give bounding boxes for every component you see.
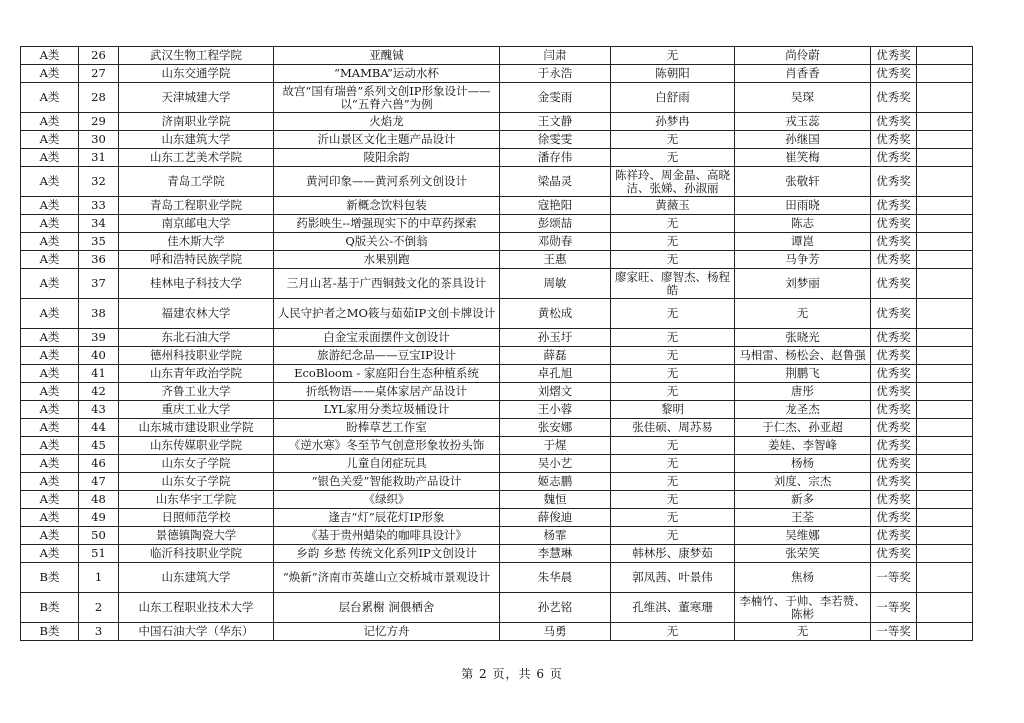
school-cell: 山东工艺美术学院	[119, 149, 274, 167]
category-cell: A类	[21, 401, 79, 419]
table-row	[21, 365, 973, 383]
school-cell: 福建农林大学	[119, 299, 274, 329]
work-title-cell: 火焰龙	[274, 113, 500, 131]
number-cell: 39	[79, 329, 119, 347]
category-cell: B类	[21, 593, 79, 623]
school-cell: 山东建筑大学	[119, 131, 274, 149]
empty-cell	[917, 113, 973, 131]
number-cell: 41	[79, 365, 119, 383]
work-title-cell: 《逆水寒》冬至节气创意形象妆扮头饰	[274, 437, 500, 455]
category-cell: A类	[21, 149, 79, 167]
empty-cell	[917, 215, 973, 233]
award-list-table	[20, 46, 973, 641]
author-cell: 寇艳阳	[500, 197, 611, 215]
team-members-cell: 张佳硕、周苏易	[611, 419, 735, 437]
table-row	[21, 545, 973, 563]
table-row	[21, 623, 973, 641]
teacher-cell: 王荃	[735, 509, 871, 527]
number-cell: 33	[79, 197, 119, 215]
author-cell: 马勇	[500, 623, 611, 641]
school-cell: 山东交通学院	[119, 65, 274, 83]
empty-cell	[917, 83, 973, 113]
table-row	[21, 131, 973, 149]
number-cell: 49	[79, 509, 119, 527]
award-cell: 优秀奖	[871, 329, 917, 347]
table-row	[21, 197, 973, 215]
award-cell: 优秀奖	[871, 491, 917, 509]
category-cell: A类	[21, 47, 79, 65]
number-cell: 43	[79, 401, 119, 419]
author-cell: 孙玉圩	[500, 329, 611, 347]
category-cell: A类	[21, 473, 79, 491]
award-cell: 一等奖	[871, 563, 917, 593]
work-title-cell: “MAMBA”运动水杯	[274, 65, 500, 83]
team-members-cell: 无	[611, 47, 735, 65]
table-row	[21, 65, 973, 83]
award-cell: 优秀奖	[871, 509, 917, 527]
empty-cell	[917, 623, 973, 641]
award-cell: 优秀奖	[871, 47, 917, 65]
award-cell: 优秀奖	[871, 347, 917, 365]
number-cell: 34	[79, 215, 119, 233]
team-members-cell: 韩林彤、康梦茹	[611, 545, 735, 563]
work-title-cell: 逢吉“灯”辰花灯IP形象	[274, 509, 500, 527]
table-row	[21, 401, 973, 419]
team-members-cell: 无	[611, 509, 735, 527]
empty-cell	[917, 329, 973, 347]
author-cell: 周敏	[500, 269, 611, 299]
award-cell: 优秀奖	[871, 149, 917, 167]
teacher-cell: 崔笑梅	[735, 149, 871, 167]
award-cell: 优秀奖	[871, 197, 917, 215]
table-row	[21, 509, 973, 527]
school-cell: 青岛工程职业学院	[119, 197, 274, 215]
work-title-cell: 陵阳余韵	[274, 149, 500, 167]
number-cell: 29	[79, 113, 119, 131]
work-title-cell: 水果别跑	[274, 251, 500, 269]
number-cell: 37	[79, 269, 119, 299]
empty-cell	[917, 455, 973, 473]
work-title-cell: 儿童自闭症玩具	[274, 455, 500, 473]
school-cell: 中国石油大学（华东）	[119, 623, 274, 641]
empty-cell	[917, 347, 973, 365]
category-cell: A类	[21, 365, 79, 383]
work-title-cell: “焕新”济南市英雄山立交桥城市景观设计	[274, 563, 500, 593]
award-cell: 优秀奖	[871, 473, 917, 491]
author-cell: 王文静	[500, 113, 611, 131]
team-members-cell: 郭凤茜、叶景伟	[611, 563, 735, 593]
category-cell: A类	[21, 299, 79, 329]
teacher-cell: 杨杨	[735, 455, 871, 473]
category-cell: A类	[21, 233, 79, 251]
work-title-cell: 折纸物语——桌体家居产品设计	[274, 383, 500, 401]
empty-cell	[917, 167, 973, 197]
team-members-cell: 白舒雨	[611, 83, 735, 113]
empty-cell	[917, 473, 973, 491]
award-cell: 优秀奖	[871, 269, 917, 299]
work-title-cell: 亚醜铖	[274, 47, 500, 65]
author-cell: 薛磊	[500, 347, 611, 365]
empty-cell	[917, 299, 973, 329]
teacher-cell: 肖香香	[735, 65, 871, 83]
author-cell: 卓孔旭	[500, 365, 611, 383]
work-title-cell: 人民守护者之MO筱与茹茹IP文创卡牌设计	[274, 299, 500, 329]
table-row	[21, 251, 973, 269]
number-cell: 36	[79, 251, 119, 269]
empty-cell	[917, 197, 973, 215]
table-row	[21, 347, 973, 365]
empty-cell	[917, 65, 973, 83]
teacher-cell: 新多	[735, 491, 871, 509]
category-cell: A类	[21, 215, 79, 233]
award-cell: 优秀奖	[871, 131, 917, 149]
number-cell: 51	[79, 545, 119, 563]
empty-cell	[917, 233, 973, 251]
work-title-cell: 《基于贵州蜡染的咖啡具设计》	[274, 527, 500, 545]
work-title-cell: Q版关公-不倒翁	[274, 233, 500, 251]
empty-cell	[917, 527, 973, 545]
team-members-cell: 无	[611, 347, 735, 365]
teacher-cell: 孙继国	[735, 131, 871, 149]
table-row	[21, 455, 973, 473]
category-cell: A类	[21, 167, 79, 197]
award-cell: 优秀奖	[871, 299, 917, 329]
team-members-cell: 陈祥玲、周金晶、高晓洁、张娣、孙淑丽	[611, 167, 735, 197]
teacher-cell: 荆鹏飞	[735, 365, 871, 383]
award-cell: 优秀奖	[871, 83, 917, 113]
work-title-cell: 药影映生--增强现实下的中草药探索	[274, 215, 500, 233]
table-row	[21, 269, 973, 299]
author-cell: 彭颂喆	[500, 215, 611, 233]
empty-cell	[917, 419, 973, 437]
number-cell: 27	[79, 65, 119, 83]
table-row	[21, 563, 973, 593]
team-members-cell: 无	[611, 437, 735, 455]
school-cell: 山东女子学院	[119, 473, 274, 491]
teacher-cell: 张荣笑	[735, 545, 871, 563]
team-members-cell: 无	[611, 473, 735, 491]
category-cell: A类	[21, 83, 79, 113]
work-title-cell: 新概念饮料包装	[274, 197, 500, 215]
table-row	[21, 527, 973, 545]
table-row	[21, 491, 973, 509]
school-cell: 山东建筑大学	[119, 563, 274, 593]
table-row	[21, 167, 973, 197]
number-cell: 32	[79, 167, 119, 197]
table-row	[21, 473, 973, 491]
category-cell: A类	[21, 329, 79, 347]
category-cell: A类	[21, 131, 79, 149]
school-cell: 济南职业学院	[119, 113, 274, 131]
school-cell: 重庆工业大学	[119, 401, 274, 419]
team-members-cell: 无	[611, 233, 735, 251]
number-cell: 46	[79, 455, 119, 473]
category-cell: A类	[21, 527, 79, 545]
teacher-cell: 吴维娜	[735, 527, 871, 545]
award-cell: 优秀奖	[871, 251, 917, 269]
team-members-cell: 无	[611, 491, 735, 509]
category-cell: B类	[21, 563, 79, 593]
award-cell: 优秀奖	[871, 401, 917, 419]
team-members-cell: 无	[611, 299, 735, 329]
teacher-cell: 刘度、宗杰	[735, 473, 871, 491]
category-cell: A类	[21, 347, 79, 365]
award-cell: 优秀奖	[871, 455, 917, 473]
table-row	[21, 47, 973, 65]
school-cell: 天津城建大学	[119, 83, 274, 113]
category-cell: A类	[21, 197, 79, 215]
table-row	[21, 113, 973, 131]
team-members-cell: 孔维淇、董寒珊	[611, 593, 735, 623]
author-cell: 杨霏	[500, 527, 611, 545]
award-cell: 优秀奖	[871, 527, 917, 545]
team-members-cell: 无	[611, 455, 735, 473]
empty-cell	[917, 251, 973, 269]
number-cell: 35	[79, 233, 119, 251]
award-cell: 一等奖	[871, 593, 917, 623]
work-title-cell: 黄河印象——黄河系列文创设计	[274, 167, 500, 197]
empty-cell	[917, 509, 973, 527]
work-title-cell: “银色关爱”智能救助产品设计	[274, 473, 500, 491]
author-cell: 张安娜	[500, 419, 611, 437]
category-cell: A类	[21, 437, 79, 455]
school-cell: 景德镇陶瓷大学	[119, 527, 274, 545]
award-cell: 优秀奖	[871, 383, 917, 401]
teacher-cell: 田雨晓	[735, 197, 871, 215]
author-cell: 邓勋春	[500, 233, 611, 251]
school-cell: 武汉生物工程学院	[119, 47, 274, 65]
number-cell: 31	[79, 149, 119, 167]
number-cell: 28	[79, 83, 119, 113]
team-members-cell: 孙梦冉	[611, 113, 735, 131]
category-cell: A类	[21, 251, 79, 269]
school-cell: 齐鲁工业大学	[119, 383, 274, 401]
table-row	[21, 329, 973, 347]
teacher-cell: 尚伶蔚	[735, 47, 871, 65]
category-cell: A类	[21, 545, 79, 563]
teacher-cell: 谭崑	[735, 233, 871, 251]
author-cell: 徐雯雯	[500, 131, 611, 149]
author-cell: 薛俊迪	[500, 509, 611, 527]
team-members-cell: 廖家旺、廖智杰、杨程皓	[611, 269, 735, 299]
table-row	[21, 233, 973, 251]
number-cell: 38	[79, 299, 119, 329]
team-members-cell: 黄薇玉	[611, 197, 735, 215]
author-cell: 王小蓉	[500, 401, 611, 419]
school-cell: 佳木斯大学	[119, 233, 274, 251]
school-cell: 东北石油大学	[119, 329, 274, 347]
author-cell: 孙艺铭	[500, 593, 611, 623]
empty-cell	[917, 401, 973, 419]
number-cell: 2	[79, 593, 119, 623]
teacher-cell: 焦杨	[735, 563, 871, 593]
teacher-cell: 马相雷、杨松会、赵鲁强	[735, 347, 871, 365]
author-cell: 姬志鹏	[500, 473, 611, 491]
teacher-cell: 李楠竹、于帅、李若赞、陈彬	[735, 593, 871, 623]
author-cell: 潘存伟	[500, 149, 611, 167]
teacher-cell: 刘梦丽	[735, 269, 871, 299]
teacher-cell: 龙圣杰	[735, 401, 871, 419]
number-cell: 40	[79, 347, 119, 365]
team-members-cell: 无	[611, 329, 735, 347]
teacher-cell: 姜娃、李智峰	[735, 437, 871, 455]
empty-cell	[917, 269, 973, 299]
table-row	[21, 149, 973, 167]
teacher-cell: 于仁杰、孙亚超	[735, 419, 871, 437]
empty-cell	[917, 149, 973, 167]
category-cell: A类	[21, 509, 79, 527]
number-cell: 50	[79, 527, 119, 545]
school-cell: 山东华宇工学院	[119, 491, 274, 509]
school-cell: 临沂科技职业学院	[119, 545, 274, 563]
school-cell: 日照师范学校	[119, 509, 274, 527]
school-cell: 山东工程职业技术大学	[119, 593, 274, 623]
teacher-cell: 马争芳	[735, 251, 871, 269]
category-cell: A类	[21, 113, 79, 131]
number-cell: 3	[79, 623, 119, 641]
school-cell: 南京邮电大学	[119, 215, 274, 233]
teacher-cell: 吴琛	[735, 83, 871, 113]
teacher-cell: 张晓光	[735, 329, 871, 347]
empty-cell	[917, 545, 973, 563]
school-cell: 山东女子学院	[119, 455, 274, 473]
school-cell: 山东传媒职业学院	[119, 437, 274, 455]
team-members-cell: 无	[611, 131, 735, 149]
empty-cell	[917, 365, 973, 383]
teacher-cell: 陈志	[735, 215, 871, 233]
empty-cell	[917, 563, 973, 593]
team-members-cell: 无	[611, 251, 735, 269]
empty-cell	[917, 131, 973, 149]
author-cell: 于永浩	[500, 65, 611, 83]
table-row	[21, 83, 973, 113]
award-cell: 优秀奖	[871, 215, 917, 233]
award-cell: 优秀奖	[871, 233, 917, 251]
award-cell: 优秀奖	[871, 113, 917, 131]
table-row	[21, 215, 973, 233]
category-cell: A类	[21, 383, 79, 401]
team-members-cell: 无	[611, 365, 735, 383]
number-cell: 1	[79, 563, 119, 593]
category-cell: A类	[21, 491, 79, 509]
school-cell: 德州科技职业学院	[119, 347, 274, 365]
category-cell: A类	[21, 65, 79, 83]
table-row	[21, 383, 973, 401]
author-cell: 梁晶灵	[500, 167, 611, 197]
number-cell: 30	[79, 131, 119, 149]
team-members-cell: 无	[611, 383, 735, 401]
number-cell: 44	[79, 419, 119, 437]
team-members-cell: 黎明	[611, 401, 735, 419]
work-title-cell: 层台累榭 涧偎栖舍	[274, 593, 500, 623]
school-cell: 青岛工学院	[119, 167, 274, 197]
author-cell: 王惠	[500, 251, 611, 269]
work-title-cell: 三月山茗-基于广西铜鼓文化的茶具设计	[274, 269, 500, 299]
work-title-cell: 沂山景区文化主题产品设计	[274, 131, 500, 149]
table-row	[21, 593, 973, 623]
award-cell: 优秀奖	[871, 419, 917, 437]
work-title-cell: 盼棒草艺工作室	[274, 419, 500, 437]
number-cell: 48	[79, 491, 119, 509]
team-members-cell: 无	[611, 215, 735, 233]
category-cell: A类	[21, 419, 79, 437]
category-cell: A类	[21, 269, 79, 299]
table-body	[21, 47, 973, 641]
number-cell: 26	[79, 47, 119, 65]
page-footer: 第 2 页，共 6 页	[461, 667, 563, 681]
author-cell: 李慧琳	[500, 545, 611, 563]
school-cell: 桂林电子科技大学	[119, 269, 274, 299]
work-title-cell: EcoBloom - 家庭阳台生态种植系统	[274, 365, 500, 383]
team-members-cell: 无	[611, 149, 735, 167]
work-title-cell: 记忆方舟	[274, 623, 500, 641]
category-cell: B类	[21, 623, 79, 641]
work-title-cell: 白金宝汞面摆件文创设计	[274, 329, 500, 347]
number-cell: 42	[79, 383, 119, 401]
teacher-cell: 张敬轩	[735, 167, 871, 197]
table-row	[21, 299, 973, 329]
award-cell: 优秀奖	[871, 167, 917, 197]
author-cell: 朱华晨	[500, 563, 611, 593]
empty-cell	[917, 491, 973, 509]
empty-cell	[917, 593, 973, 623]
teacher-cell: 唐彤	[735, 383, 871, 401]
team-members-cell: 陈朝阳	[611, 65, 735, 83]
table-row	[21, 437, 973, 455]
award-cell: 优秀奖	[871, 437, 917, 455]
team-members-cell: 无	[611, 527, 735, 545]
empty-cell	[917, 383, 973, 401]
teacher-cell: 戎玉蕊	[735, 113, 871, 131]
award-cell: 一等奖	[871, 623, 917, 641]
table-row	[21, 419, 973, 437]
school-cell: 山东城市建设职业学院	[119, 419, 274, 437]
teacher-cell: 无	[735, 299, 871, 329]
author-cell: 闫肃	[500, 47, 611, 65]
team-members-cell: 无	[611, 623, 735, 641]
award-cell: 优秀奖	[871, 365, 917, 383]
author-cell: 于煋	[500, 437, 611, 455]
work-title-cell: 旅游纪念品——豆宝IP设计	[274, 347, 500, 365]
author-cell: 魏恒	[500, 491, 611, 509]
award-cell: 优秀奖	[871, 545, 917, 563]
empty-cell	[917, 47, 973, 65]
work-title-cell: LYL家用分类垃圾桶设计	[274, 401, 500, 419]
number-cell: 47	[79, 473, 119, 491]
author-cell: 刘熠文	[500, 383, 611, 401]
school-cell: 呼和浩特民族学院	[119, 251, 274, 269]
author-cell: 黄松成	[500, 299, 611, 329]
category-cell: A类	[21, 455, 79, 473]
teacher-cell: 无	[735, 623, 871, 641]
empty-cell	[917, 437, 973, 455]
number-cell: 45	[79, 437, 119, 455]
work-title-cell: 乡韵 乡愁 传统文化系列IP文创设计	[274, 545, 500, 563]
work-title-cell: 《绿织》	[274, 491, 500, 509]
award-cell: 优秀奖	[871, 65, 917, 83]
school-cell: 山东青年政治学院	[119, 365, 274, 383]
author-cell: 金雯雨	[500, 83, 611, 113]
author-cell: 吴小艺	[500, 455, 611, 473]
work-title-cell: 故宫“国有瑞兽”系列文创IP形象设计——以“五脊六兽”为例	[274, 83, 500, 113]
